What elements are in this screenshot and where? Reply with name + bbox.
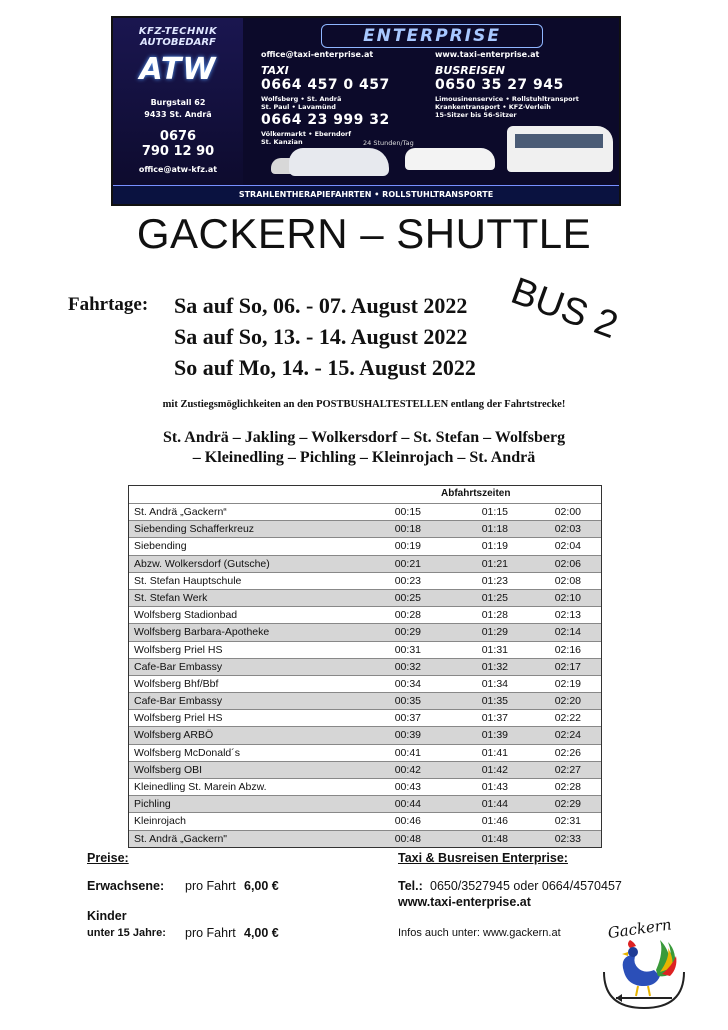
rooster-logo-icon: [598, 912, 690, 1012]
stop-name: Wolfsberg Barbara-Apotheke: [134, 626, 270, 639]
table-row: [129, 572, 601, 589]
departure-time-3: 02:04: [554, 540, 581, 553]
atw-line2: AUTOBEDARF: [140, 37, 216, 48]
taxi-phone-2: 0664 23 999 32: [261, 112, 390, 128]
adults-label: Erwachsene:: [87, 879, 165, 893]
stop-name: Wolfsberg McDonald´s: [134, 746, 241, 759]
departure-time-1: 00:28: [394, 609, 421, 622]
bus-number: BUS 2: [505, 270, 624, 348]
bus-service-3: 15-Sitzer bis 56-Sitzer: [435, 111, 517, 119]
stop-name: Cafe-Bar Embassy: [134, 695, 223, 708]
atw-phone-prefix: 0676: [159, 129, 197, 144]
departure-time-1: 00:34: [394, 677, 421, 690]
departure-time-3: 02:26: [554, 746, 581, 759]
enterprise-web: www.taxi-enterprise.at: [435, 50, 540, 59]
gackern-logo-text: Gackern: [606, 915, 673, 943]
telephone-numbers: 0650/3527945 oder 0664/4570457: [430, 879, 622, 893]
taxi-car-image: [289, 148, 389, 176]
departure-time-2: 01:42: [481, 763, 508, 776]
departure-time-2: 01:41: [481, 746, 508, 759]
departure-time-1: 00:29: [394, 626, 421, 639]
table-row: [129, 726, 601, 743]
departure-time-3: 02:29: [554, 798, 581, 811]
taxi-area-2: [261, 130, 351, 146]
kids-label: Kinder: [87, 909, 127, 923]
table-row: [129, 830, 601, 847]
departure-time-2: 01:15: [481, 506, 508, 518]
atw-street: Burgstall 62: [150, 98, 206, 107]
departure-time-2: 01:37: [481, 712, 508, 725]
adults-price: 6,00 €: [244, 879, 279, 893]
stop-name: Wolfsberg Stadionbad: [134, 609, 238, 622]
fahrtage-label: Fahrtage:: [68, 294, 149, 315]
page-title: GACKERN – SHUTTLE: [136, 210, 592, 257]
taxi-area-1a: Wolfsberg • St. Andrä: [261, 95, 342, 103]
table-row: [129, 606, 601, 623]
atw-email: office@atw-kfz.at: [138, 165, 218, 174]
departure-time-1: 00:48: [394, 832, 421, 845]
stop-name: Abzw. Wolkersdorf (Gutsche): [134, 557, 270, 570]
table-row: [129, 520, 601, 537]
table-row: [129, 589, 601, 606]
stop-name: Wolfsberg Bhf/Bbf: [134, 677, 219, 690]
departure-time-2: 01:44: [481, 798, 508, 811]
stop-name: Siebending Schafferkreuz: [134, 523, 255, 536]
departure-time-2: 01:25: [481, 591, 508, 604]
table-row: [129, 795, 601, 812]
timetable-header: [129, 486, 601, 503]
departure-time-3: 02:27: [554, 763, 581, 776]
adults-text: pro Fahrt: [185, 879, 236, 893]
atw-phone: [113, 129, 243, 159]
departure-time-1: 00:21: [394, 557, 421, 570]
departure-time-2: 01:46: [481, 815, 508, 828]
table-row: [129, 503, 601, 520]
date-line: So auf Mo, 14. - 15. August 2022: [174, 355, 476, 380]
travel-dates: [174, 290, 476, 383]
table-row: [129, 812, 601, 829]
table-row: [129, 537, 601, 554]
departure-time-3: 02:06: [554, 557, 581, 570]
departure-time-1: 00:44: [394, 798, 421, 811]
departure-time-2: 01:35: [481, 695, 508, 708]
departure-time-2: 01:29: [481, 626, 508, 639]
departure-time-3: 02:03: [554, 523, 581, 536]
stop-name: Wolfsberg ARBÖ: [134, 729, 214, 742]
coach-bus-image: [507, 126, 613, 172]
departure-time-2: 01:48: [481, 832, 508, 845]
departure-time-1: 00:18: [394, 523, 421, 536]
departure-time-1: 00:31: [394, 643, 421, 656]
taxi-area-2b: St. Kanzian: [261, 138, 303, 146]
departure-time-3: 02:33: [554, 832, 581, 845]
bus-service-2: Krankentransport • KFZ-Verleih: [435, 103, 551, 111]
stop-name: Kleinedling St. Marein Abzw.: [134, 781, 267, 793]
departure-time-3: 02:10: [554, 591, 581, 604]
table-row: [129, 692, 601, 709]
kids-price: 4,00 €: [244, 926, 279, 940]
bus-services: [435, 95, 579, 119]
company-heading: Taxi & Busreisen Enterprise:: [398, 851, 568, 865]
departure-time-1: 00:37: [394, 712, 421, 725]
atw-city: 9433 St. Andrä: [144, 110, 212, 119]
departure-time-2: 01:39: [481, 729, 508, 742]
taxi-heading: TAXI: [261, 64, 289, 77]
departure-time-3: 02:14: [554, 626, 581, 639]
atw-address: [113, 97, 243, 121]
route-line-1: St. Andrä – Jakling – Wolkersdorf – St. Stefan – Wolfsberg: [162, 429, 566, 446]
departure-time-3: 02:00: [554, 506, 581, 518]
atw-phone-number: 790 12 90: [141, 144, 215, 159]
departure-time-1: 00:41: [394, 746, 421, 759]
stop-name: St. Andrä „Gackern“: [134, 506, 227, 518]
departure-time-3: 02:19: [554, 677, 581, 690]
kids-age-label: unter 15 Jahre:: [87, 927, 166, 939]
departure-time-1: 00:15: [394, 506, 421, 518]
departure-time-3: 02:24: [554, 729, 581, 742]
departure-time-2: 01:21: [481, 557, 508, 570]
departure-time-2: 01:32: [481, 660, 508, 673]
departure-time-1: 00:46: [394, 815, 421, 828]
table-row: [129, 623, 601, 640]
table-row: [129, 675, 601, 692]
table-row: [129, 709, 601, 726]
atw-line1: KFZ-TECHNIK: [138, 26, 218, 37]
departure-time-3: 02:31: [554, 815, 581, 828]
info-website: Infos auch unter: www.gackern.at: [398, 927, 561, 939]
departure-time-3: 02:17: [554, 660, 581, 673]
date-line: Sa auf So, 06. - 07. August 2022: [174, 293, 468, 318]
table-row: [129, 778, 601, 795]
stop-name: St. Stefan Hauptschule: [134, 574, 242, 587]
hours-note: 24 Stunden/Tag: [363, 139, 414, 147]
boarding-note: mit Zustiegsmöglichkeiten an den POSTBUSHALTESTELLEN entlang der Fahrtstrecke!: [162, 399, 566, 410]
departure-time-2: 01:31: [481, 643, 508, 656]
departure-time-3: 02:28: [554, 781, 581, 793]
kids-text: pro Fahrt: [185, 926, 236, 940]
stop-name: Cafe-Bar Embassy: [134, 660, 223, 673]
timetable: [128, 485, 602, 848]
company-website: www.taxi-enterprise.at: [398, 895, 531, 909]
departure-time-1: 00:43: [394, 781, 421, 793]
departure-time-3: 02:16: [554, 643, 581, 656]
enterprise-ad: [245, 18, 619, 186]
table-row: [129, 641, 601, 658]
enterprise-email: office@taxi-enterprise.at: [261, 50, 374, 59]
stop-name: Wolfsberg OBI: [134, 763, 203, 776]
bus-heading: BUSREISEN: [435, 64, 505, 77]
departure-time-1: 00:35: [394, 695, 421, 708]
table-row: [129, 555, 601, 572]
table-row: [129, 744, 601, 761]
departure-time-3: 02:22: [554, 712, 581, 725]
stop-name: Siebending: [134, 540, 187, 553]
departure-time-1: 00:42: [394, 763, 421, 776]
departure-time-3: 02:13: [554, 609, 581, 622]
departure-time-2: 01:18: [481, 523, 508, 536]
bus-phone: 0650 35 27 945: [435, 77, 564, 93]
banner-strip: STRAHLENTHERAPIEFAHRTEN • ROLLSTUHLTRANSPORTE: [113, 185, 619, 204]
route-line-2: – Kleinedling – Pichling – Kleinrojach – St. Andrä: [192, 449, 536, 466]
sponsor-banner: [111, 16, 621, 206]
bus-service-1: Limousinenservice • Rollstuhltransport: [435, 95, 579, 103]
date-line: Sa auf So, 13. - 14. August 2022: [174, 324, 468, 349]
limousine-image: [405, 148, 495, 170]
tel-label: Tel.:: [398, 879, 423, 893]
stop-name: St. Andrä „Gackern": [134, 832, 228, 845]
table-row: [129, 761, 601, 778]
stop-name: Wolfsberg Priel HS: [134, 643, 223, 656]
route-description: [0, 428, 728, 468]
enterprise-logo: ENTERPRISE: [321, 24, 543, 48]
prices-heading: Preise:: [87, 851, 129, 865]
departure-time-1: 00:19: [394, 540, 421, 553]
departure-time-3: 02:08: [554, 574, 581, 587]
departure-time-2: 01:28: [481, 609, 508, 622]
stop-name: Pichling: [134, 798, 171, 811]
timetable-rows: [129, 503, 601, 847]
atw-ad: [113, 18, 243, 204]
taxi-area-1: [261, 95, 341, 111]
departure-times-header: Abfahrtszeiten: [441, 488, 511, 499]
table-row: [129, 658, 601, 675]
taxi-area-2a: Völkermarkt • Eberndorf: [261, 130, 352, 138]
departure-time-1: 00:32: [394, 660, 421, 673]
atw-logo: ATW: [139, 52, 217, 87]
stop-name: Kleinrojach: [134, 815, 186, 828]
stop-name: Wolfsberg Priel HS: [134, 712, 223, 725]
departure-time-3: 02:20: [554, 695, 581, 708]
departure-time-2: 01:43: [481, 781, 508, 793]
departure-time-1: 00:23: [394, 574, 421, 587]
departure-time-1: 00:25: [394, 591, 421, 604]
departure-time-1: 00:39: [394, 729, 421, 742]
departure-time-2: 01:34: [481, 677, 508, 690]
departure-time-2: 01:23: [481, 574, 508, 587]
stop-name: St. Stefan Werk: [134, 591, 208, 604]
taxi-area-1b: St. Paul • Lavamünd: [261, 103, 336, 111]
departure-time-2: 01:19: [481, 540, 508, 553]
taxi-phone-1: 0664 457 0 457: [261, 77, 390, 93]
